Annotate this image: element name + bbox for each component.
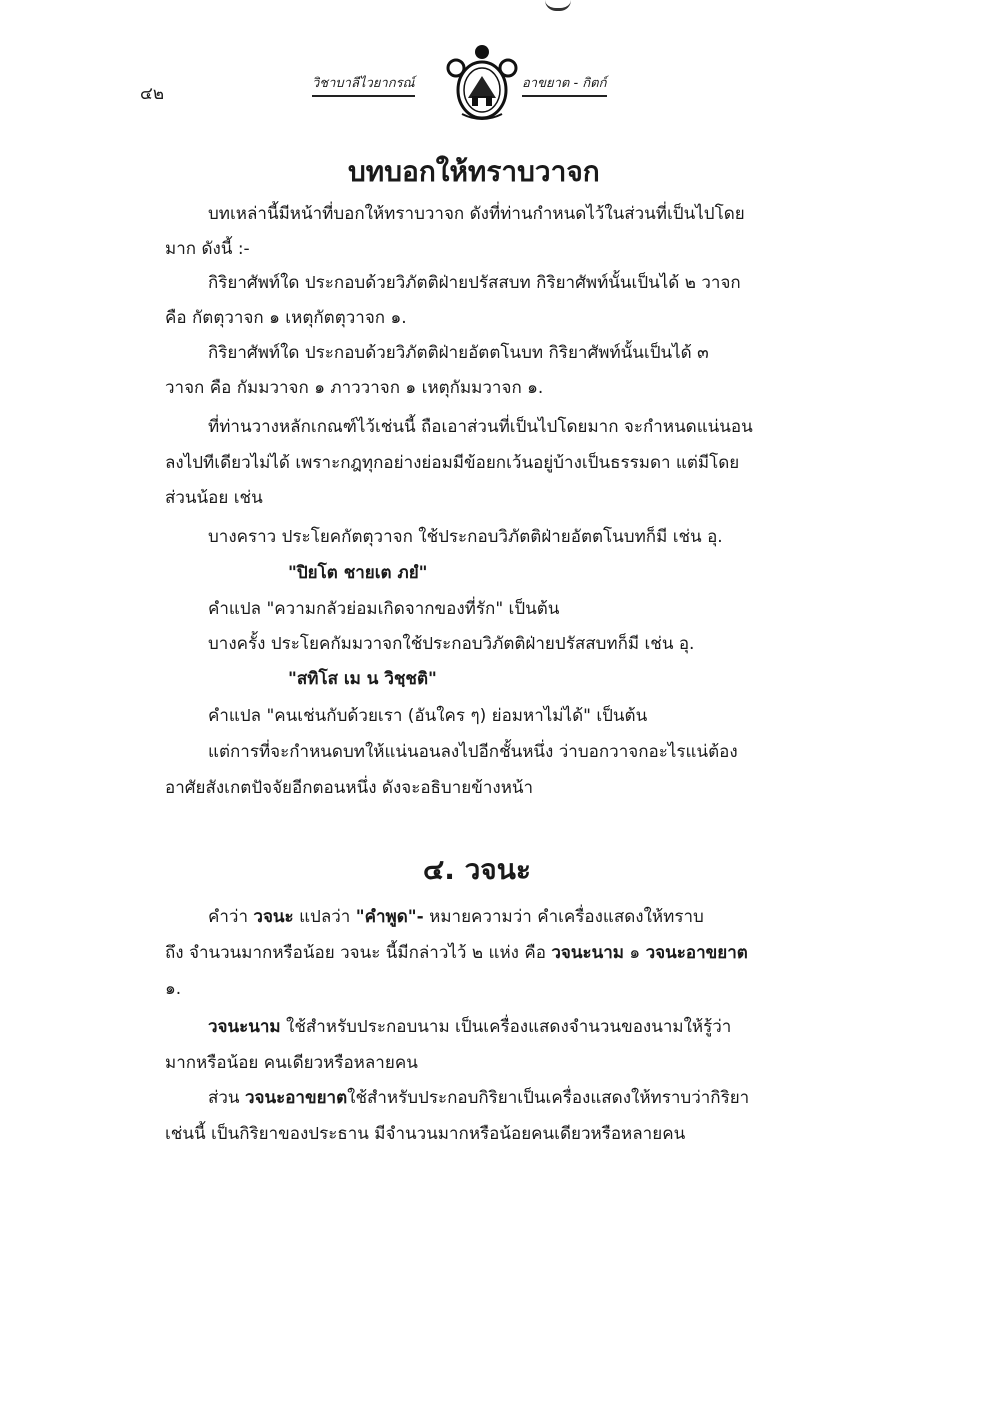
text-run: หมายความว่า คำเครื่องแสดงให้ทราบ	[423, 907, 704, 927]
paragraph-line: บางคราว ประโยคกัตตุวาจก ใช้ประกอบวิภัตติฝ่ายอัตตโนบทก็มี เช่น อุ.	[208, 527, 723, 547]
term-vacana-nama: วจนะนาม	[551, 943, 624, 963]
paragraph-line: กิริยาศัพท์ใด ประกอบด้วยวิภัตติฝ่ายปรัสสบท กิริยาศัพท์นั้นเป็นได้ ๒ วาจก	[208, 273, 741, 293]
section-title-vacana: ๔. วจนะ	[423, 853, 531, 886]
text-run: ใช้สำหรับประกอบกิริยาเป็นเครื่องแสดงให้ทราบว่ากิริยา	[347, 1088, 750, 1108]
term-vacana: วจนะ	[253, 907, 294, 927]
pali-example: "สทิโส เม น วิชฺชติ"	[288, 669, 437, 689]
page-number: ๔๒	[140, 84, 165, 104]
paragraph-line: เช่นนี้ เป็นกิริยาของประธาน มีจำนวนมากหรือน้อยคนเดียวหรือหลายคน	[165, 1124, 686, 1144]
text-run: แปลว่า	[293, 907, 356, 927]
paragraph-line: ๑.	[165, 979, 182, 999]
running-header-left: วิชาบาลีไวยากรณ์	[312, 72, 415, 97]
text-run: ๑	[623, 943, 646, 963]
paragraph-line: ที่ท่านวางหลักเกณฑ์ไว้เช่นนี้ ถือเอาส่วนที่เป็นไปโดยมาก จะกำหนดแน่นอน	[208, 417, 753, 437]
text-run: ถึง จำนวนมากหรือน้อย วจนะ นี้มีกล่าวไว้ ๒ แห่ง คือ	[165, 943, 552, 963]
text-run: ใช้สำหรับประกอบนาม เป็นเครื่องแสดงจำนวนของนามให้รู้ว่า	[280, 1017, 732, 1037]
paragraph-line: ส่วนน้อย เช่น	[165, 488, 263, 508]
running-header-right: อาขยาต - กิตก์	[522, 72, 607, 97]
translation-line: คำแปล "ความกลัวย่อมเกิดจากของที่รัก" เป็นต้น	[208, 599, 560, 619]
term-vacana-nama: วจนะนาม	[208, 1017, 281, 1037]
term-vacana-akhyata: วจนะอาขยาต	[244, 1088, 348, 1108]
top-edge-mark	[545, 0, 571, 11]
paragraph-line: มาก ดังนี้ :-	[165, 239, 250, 259]
text-run: คำว่า	[208, 907, 254, 927]
paragraph-line: อาศัยสังเกตปัจจัยอีกตอนหนึ่ง ดังจะอธิบายข้างหน้า	[165, 778, 534, 798]
translation-line: คำแปล "คนเช่นกับด้วยเรา (อันใคร ๆ) ย่อมหาไม่ได้" เป็นต้น	[208, 706, 648, 726]
paragraph-line	[208, 1016, 731, 1038]
term-kham-phut: "คำพูด"-	[355, 907, 424, 927]
text-run: ส่วน	[208, 1088, 245, 1108]
paragraph-line: คือ กัตตุวาจก ๑ เหตุกัตตุวาจก ๑.	[165, 308, 407, 328]
paragraph-line	[208, 906, 704, 928]
paragraph-line: บทเหล่านี้มีหน้าที่บอกให้ทราบวาจก ดังที่ท่านกำหนดไว้ในส่วนที่เป็นไปโดย	[208, 204, 745, 224]
paragraph-line: วาจก คือ กัมมวาจก ๑ ภาววาจก ๑ เหตุกัมมวาจก ๑.	[165, 378, 544, 398]
paragraph-line: มากหรือน้อย คนเดียวหรือหลายคน	[165, 1053, 418, 1073]
pali-example: "ปิยโต ชายเต ภยํ"	[288, 563, 428, 583]
paragraph-line: กิริยาศัพท์ใด ประกอบด้วยวิภัตติฝ่ายอัตตโนบท กิริยาศัพท์นั้นเป็นได้ ๓	[208, 343, 709, 363]
term-vacana-akhyata: วจนะอาขยาต	[645, 943, 748, 963]
paragraph-line: บางครั้ง ประโยคกัมมวาจกใช้ประกอบวิภัตติฝ่ายปรัสสบทก็มี เช่น อุ.	[208, 634, 695, 654]
paragraph-line	[208, 1087, 749, 1109]
temple-seal-emblem-icon	[442, 40, 522, 128]
section-title-vacaka: บทบอกให้ทราบวาจก	[348, 155, 600, 188]
paragraph-line	[165, 942, 748, 964]
paragraph-line: ลงไปทีเดียวไม่ได้ เพราะกฎทุกอย่างย่อมมีข้อยกเว้นอยู่บ้างเป็นธรรมดา แต่มีโดย	[165, 453, 740, 473]
paragraph-line: แต่การที่จะกำหนดบทให้แน่นอนลงไปอีกชั้นหนึ่ง ว่าบอกวาจกอะไรแน่ต้อง	[208, 742, 738, 762]
